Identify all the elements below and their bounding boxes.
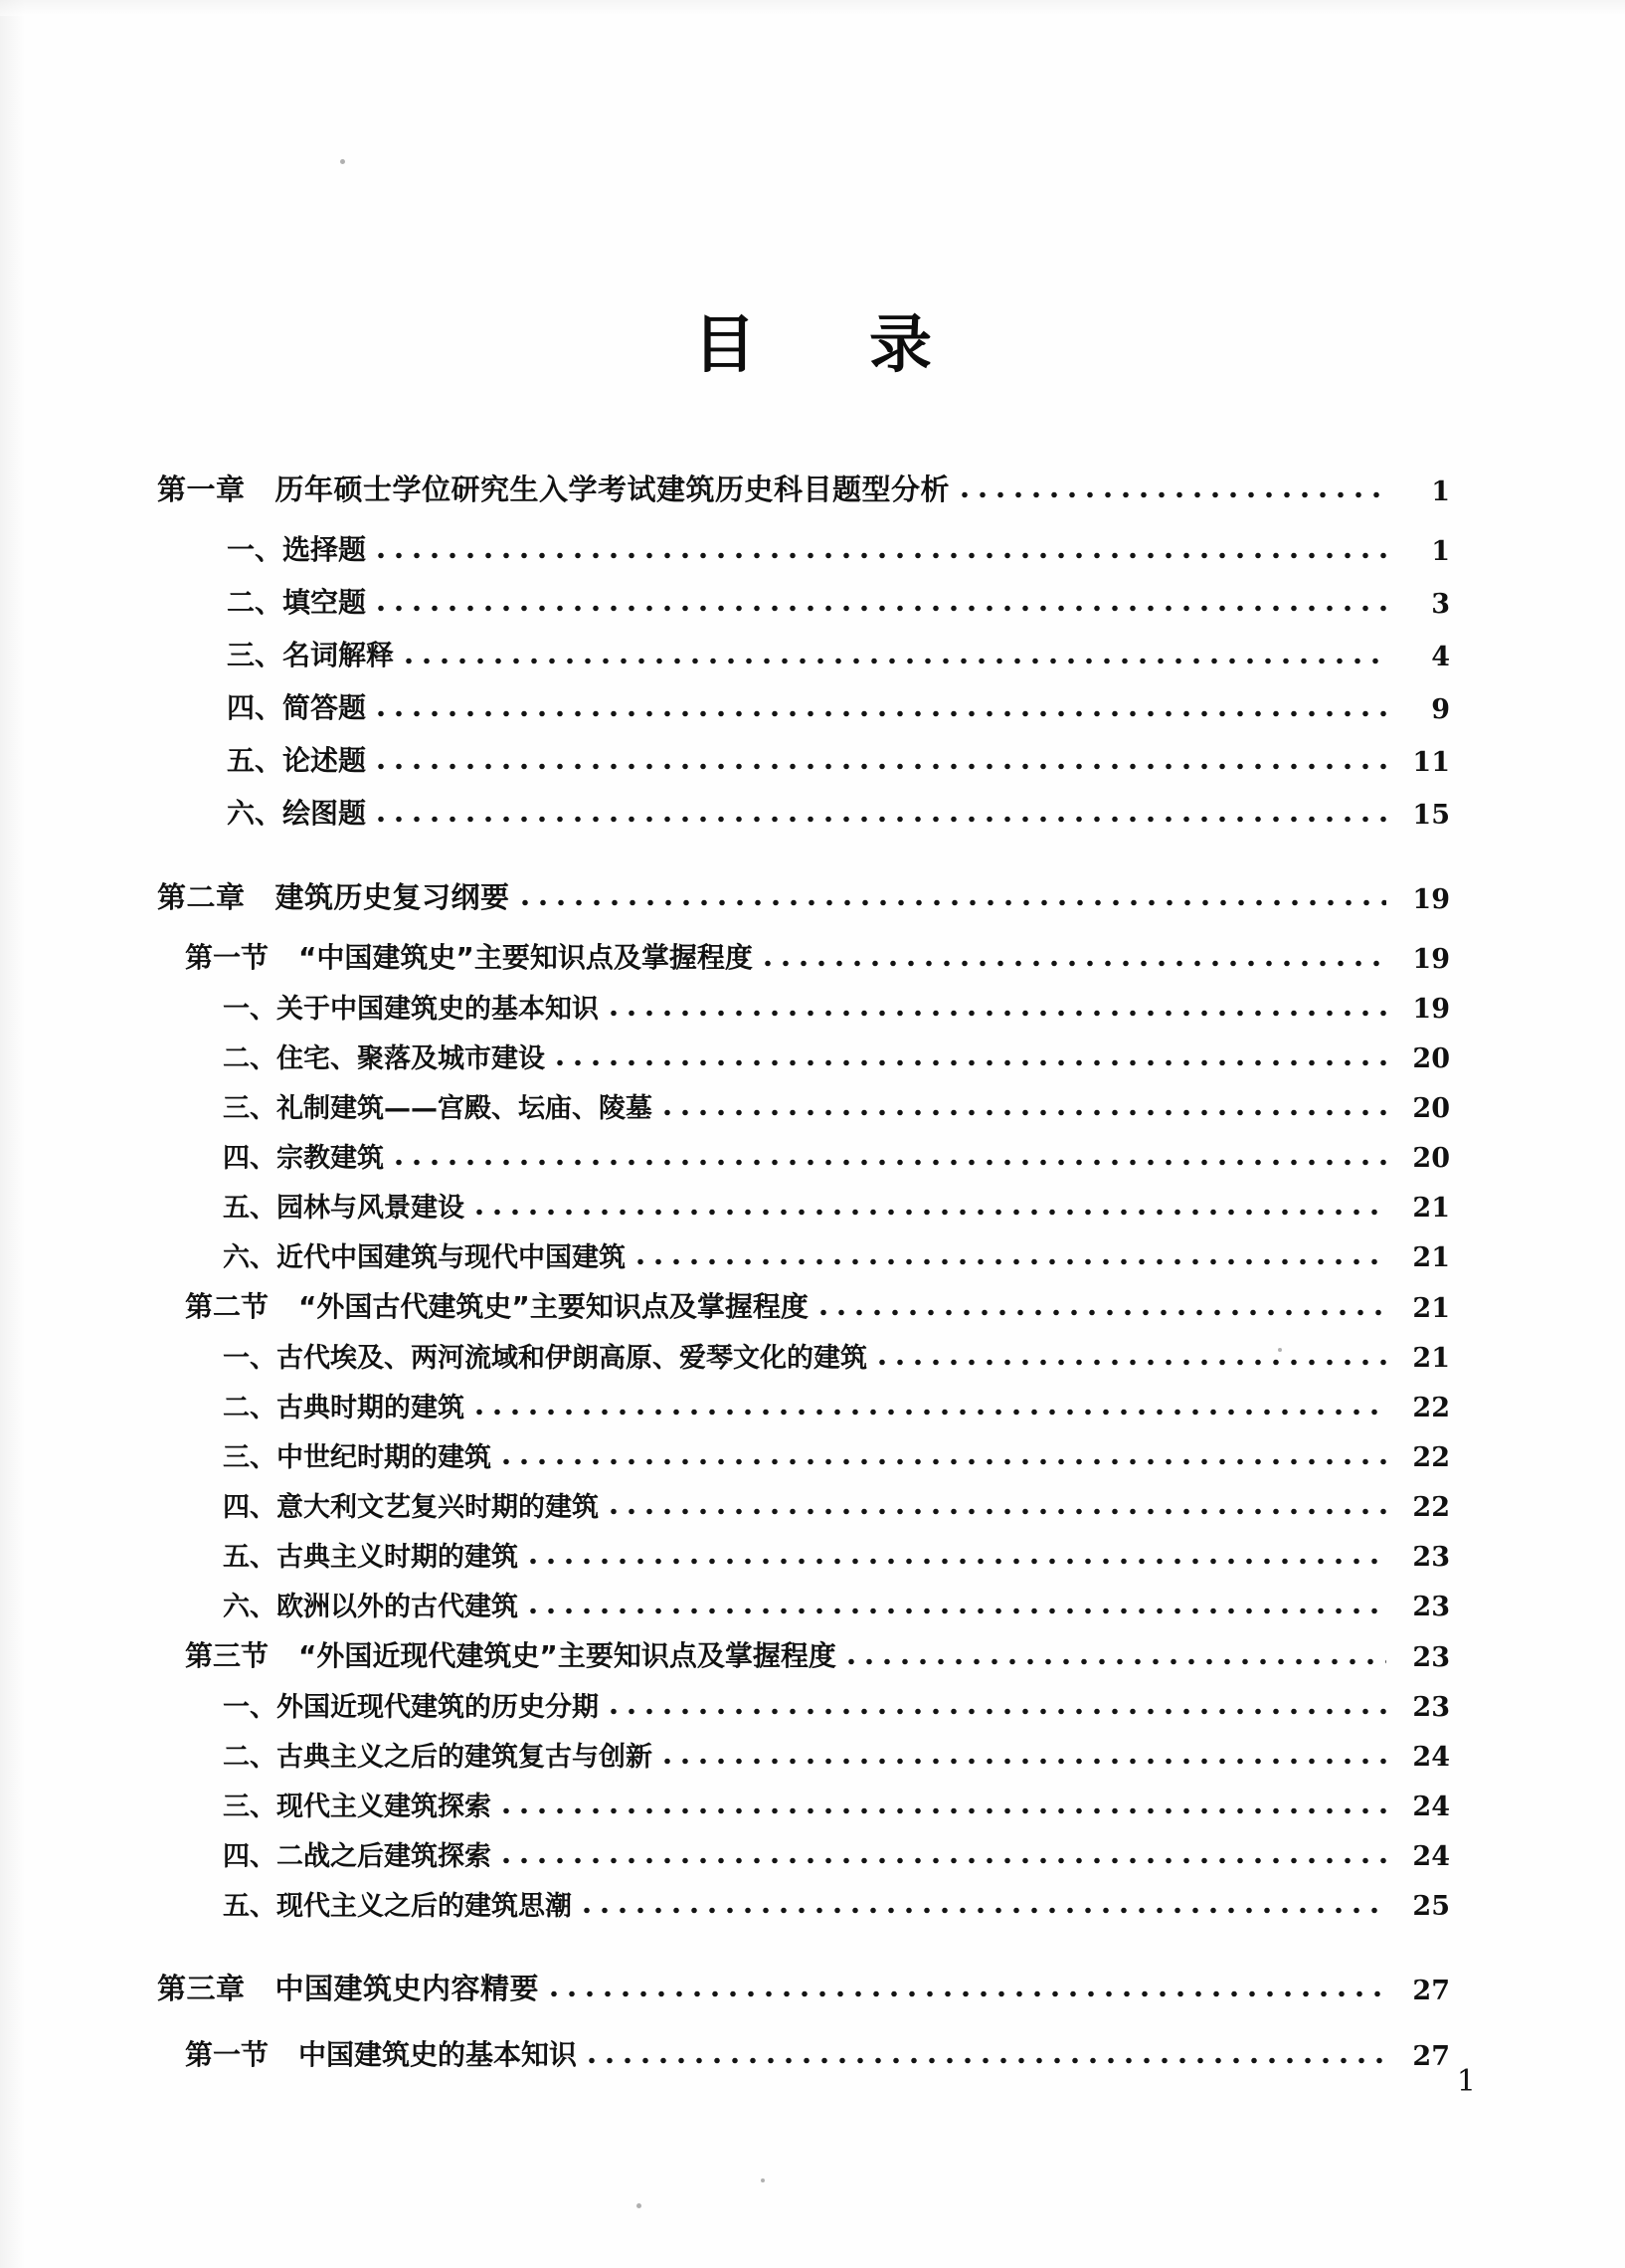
toc-entry-page-number: 20 — [1412, 1093, 1450, 1124]
toc-entry-page-number: 24 — [1412, 1792, 1450, 1822]
toc-entry-page-number: 23 — [1412, 1542, 1450, 1573]
toc-dot-leader — [372, 605, 1386, 612]
toc-entry-item[interactable] — [223, 1235, 1450, 1274]
toc-entry-text: 五、论述题 — [227, 744, 367, 777]
toc-entry-page-number: 19 — [1412, 944, 1450, 975]
page-title: 目 录 — [693, 308, 978, 381]
toc-entry-page-number: 24 — [1412, 1742, 1450, 1773]
toc-entry-item-thin[interactable] — [227, 686, 1450, 726]
toc-entry-page-number: 22 — [1412, 1393, 1450, 1423]
toc-entry-label — [223, 1535, 518, 1574]
toc-entry-page-number: 3 — [1431, 589, 1450, 620]
toc-dot-leader — [390, 1159, 1386, 1166]
toc-entry-label — [223, 1884, 572, 1923]
toc-entry-chapter[interactable] — [157, 1967, 1450, 2007]
toc-dot-leader — [497, 1857, 1386, 1864]
toc-dot-leader — [372, 816, 1386, 823]
toc-entry-number: 第二章 — [157, 880, 246, 914]
toc-entry-label — [223, 1386, 464, 1424]
toc-dot-leader — [605, 1010, 1386, 1017]
toc-dot-leader — [470, 1409, 1386, 1416]
toc-dot-leader — [497, 1807, 1386, 1814]
toc-dot-leader — [605, 1508, 1386, 1515]
toc-entry-number: 第一章 — [157, 472, 246, 506]
toc-entry-item[interactable] — [223, 1685, 1450, 1724]
toc-entry-section[interactable] — [185, 2033, 1450, 2073]
toc-entry-label — [223, 1336, 867, 1375]
toc-entry-item-thin[interactable] — [227, 739, 1450, 779]
toc-entry-text: 四、宗教建筑 — [223, 1143, 384, 1174]
toc-dot-leader — [545, 1990, 1386, 1997]
toc-entry-text: 二、填空题 — [227, 586, 367, 619]
toc-dot-leader — [551, 1059, 1386, 1066]
toc-entry-text: 三、中世纪时期的建筑 — [223, 1442, 491, 1473]
scan-speck — [340, 159, 345, 164]
toc-dot-leader — [814, 1309, 1386, 1316]
toc-entry-item[interactable] — [223, 987, 1450, 1026]
toc-dot-leader — [524, 1607, 1386, 1614]
toc-entry-label — [157, 1967, 539, 2007]
toc-dot-leader — [605, 1708, 1386, 1715]
toc-entry-page-number: 20 — [1412, 1043, 1450, 1074]
toc-entry-text: 二、古典时期的建筑 — [223, 1393, 464, 1423]
toc-entry-label — [223, 1685, 599, 1724]
toc-entry-section[interactable] — [185, 1285, 1450, 1325]
toc-entry-label — [223, 1037, 545, 1075]
toc-entry-page-number: 21 — [1412, 1193, 1450, 1224]
toc-entry-text: 五、现代主义之后的建筑思潮 — [223, 1891, 572, 1922]
toc-entry-number: 第三节 — [185, 1639, 270, 1672]
toc-entry-text: 中国建筑史内容精要 — [274, 1972, 540, 2005]
toc-entry-section[interactable] — [185, 1634, 1450, 1674]
toc-entry-page-number: 20 — [1412, 1143, 1450, 1174]
toc-entry-text: 一、外国近现代建筑的历史分期 — [223, 1692, 599, 1723]
toc-entry-item[interactable] — [223, 1535, 1450, 1574]
scan-artifact-top-edge — [0, 0, 1625, 16]
toc-entry-label — [227, 792, 366, 832]
toc-entry-label — [223, 1235, 626, 1274]
toc-entry-page-number: 22 — [1412, 1442, 1450, 1473]
toc-dot-leader — [632, 1258, 1386, 1265]
toc-entry-label — [223, 1136, 384, 1175]
toc-entry-text: 四、意大利文艺复兴时期的建筑 — [223, 1492, 599, 1523]
toc-entry-label — [227, 581, 366, 621]
toc-entry-item-thin[interactable] — [227, 581, 1450, 621]
toc-dot-leader — [372, 710, 1386, 717]
toc-dot-leader — [583, 2057, 1386, 2064]
toc-entry-page-number: 24 — [1412, 1841, 1450, 1872]
toc-dot-leader — [956, 491, 1386, 498]
toc-dot-leader — [497, 1458, 1386, 1465]
toc-entry-chapter[interactable] — [157, 875, 1450, 916]
toc-entry-item[interactable] — [223, 1386, 1450, 1424]
toc-entry-text: 六、绘图题 — [227, 797, 367, 830]
toc-entry-text: 六、近代中国建筑与现代中国建筑 — [223, 1242, 626, 1273]
toc-entry-text: 一、关于中国建筑史的基本知识 — [223, 994, 599, 1025]
toc-entry-number: 第二节 — [185, 1290, 270, 1323]
toc-entry-label — [185, 936, 753, 976]
toc-entry-page-number: 21 — [1412, 1242, 1450, 1273]
toc-entry-label — [223, 1785, 491, 1823]
toc-entry-label — [227, 634, 394, 673]
toc-dot-leader — [470, 1209, 1386, 1216]
toc-entry-text: 一、古代埃及、两河流域和伊朗高原、爱琴文化的建筑 — [223, 1343, 867, 1374]
toc-entry-label — [223, 1086, 652, 1125]
toc-entry-item[interactable] — [223, 1884, 1450, 1923]
toc-entry-page-number: 21 — [1412, 1343, 1450, 1374]
toc-dot-leader — [372, 763, 1386, 770]
toc-dot-leader — [516, 899, 1386, 906]
scan-speck — [636, 2203, 641, 2208]
toc-entry-item[interactable] — [223, 1585, 1450, 1623]
toc-dot-leader — [578, 1907, 1386, 1914]
toc-dot-leader — [524, 1558, 1386, 1565]
toc-entry-item[interactable] — [223, 1435, 1450, 1474]
toc-entry-label — [185, 2033, 577, 2073]
toc-entry-number: 第一节 — [185, 941, 270, 974]
toc-entry-text: “外国近现代建筑史”主要知识点及掌握程度 — [298, 1639, 836, 1672]
toc-entry-page-number: 9 — [1431, 694, 1450, 725]
toc-entry-label — [185, 1634, 836, 1674]
toc-entry-text: 建筑历史复习纲要 — [274, 880, 510, 914]
toc-entry-page-number: 22 — [1412, 1492, 1450, 1523]
toc-entry-item[interactable] — [223, 1834, 1450, 1873]
toc-entry-label — [157, 875, 510, 916]
toc-entry-label — [185, 1285, 809, 1325]
toc-entry-text: “外国古代建筑史”主要知识点及掌握程度 — [298, 1290, 809, 1323]
toc-entry-label — [223, 1585, 518, 1623]
toc-entry-text: 三、名词解释 — [227, 639, 395, 671]
toc-entry-page-number: 27 — [1412, 2041, 1450, 2072]
toc-entry-page-number: 4 — [1431, 642, 1450, 672]
toc-entry-page-number: 23 — [1412, 1592, 1450, 1622]
toc-dot-leader — [873, 1359, 1386, 1366]
toc-entry-page-number: 25 — [1412, 1891, 1450, 1922]
toc-entry-item[interactable] — [223, 1136, 1450, 1175]
toc-entry-item[interactable] — [223, 1785, 1450, 1823]
toc-entry-text: 一、选择题 — [227, 533, 367, 566]
toc-entry-page-number: 19 — [1412, 884, 1450, 915]
toc-entry-text: 六、欧洲以外的古代建筑 — [223, 1592, 518, 1622]
toc-entry-page-number: 19 — [1412, 994, 1450, 1025]
toc-entry-label — [223, 1435, 491, 1474]
toc-entry-item[interactable] — [223, 1735, 1450, 1774]
toc-dot-leader — [658, 1758, 1386, 1765]
toc-entry-page-number: 15 — [1412, 800, 1450, 831]
toc-dot-leader — [372, 552, 1386, 559]
toc-entry-number: 第三章 — [157, 1972, 246, 2005]
toc-entry-text: “中国建筑史”主要知识点及掌握程度 — [298, 941, 753, 974]
toc-dot-leader — [759, 960, 1386, 967]
toc-entry-item[interactable] — [223, 1086, 1450, 1125]
toc-entry-label — [223, 1186, 464, 1225]
toc-entry-text: 中国建筑史的基本知识 — [298, 2038, 578, 2071]
scan-speck — [761, 2178, 765, 2182]
toc-entry-item[interactable] — [223, 1186, 1450, 1225]
toc-entry-page-number: 11 — [1412, 747, 1450, 778]
toc-dot-leader — [842, 1658, 1386, 1665]
toc-entry-text: 三、礼制建筑——宫殿、坛庙、陵墓 — [223, 1093, 652, 1124]
toc-entry-item[interactable] — [223, 1336, 1450, 1375]
toc-entry-text: 三、现代主义建筑探索 — [223, 1792, 491, 1822]
toc-entry-page-number: 23 — [1412, 1642, 1450, 1673]
page-folio-number: 1 — [1456, 2064, 1476, 2099]
toc-entry-chapter[interactable] — [157, 468, 1450, 508]
toc-entry-label — [227, 528, 366, 568]
toc-entry-page-number: 21 — [1412, 1293, 1450, 1324]
toc-entry-label — [227, 739, 366, 779]
toc-entry-number: 第一节 — [185, 2038, 270, 2071]
toc-entry-text: 五、园林与风景建设 — [223, 1193, 464, 1224]
toc-entry-page-number: 23 — [1412, 1692, 1450, 1723]
toc-entry-text: 二、住宅、聚落及城市建设 — [223, 1043, 545, 1074]
toc-entry-label — [227, 686, 366, 726]
toc-entry-label — [223, 1834, 491, 1873]
toc-entry-item-thin[interactable] — [227, 792, 1450, 832]
toc-entry-page-number: 1 — [1431, 476, 1450, 507]
toc-entry-item[interactable] — [223, 1037, 1450, 1075]
table-of-contents — [157, 468, 1450, 2084]
toc-entry-item[interactable] — [223, 1485, 1450, 1524]
toc-entry-text: 五、古典主义时期的建筑 — [223, 1542, 518, 1573]
toc-entry-text: 四、二战之后建筑探索 — [223, 1841, 491, 1872]
toc-entry-label — [223, 987, 599, 1026]
toc-entry-section[interactable] — [185, 936, 1450, 976]
toc-entry-label — [223, 1485, 599, 1524]
toc-entry-item-thin[interactable] — [227, 528, 1450, 568]
toc-dot-leader — [658, 1109, 1386, 1116]
toc-dot-leader — [400, 658, 1386, 664]
toc-entry-label — [223, 1735, 652, 1774]
toc-entry-text: 四、简答题 — [227, 691, 367, 724]
toc-entry-text: 历年硕士学位研究生入学考试建筑历史科目题型分析 — [274, 472, 951, 506]
toc-entry-page-number: 1 — [1431, 536, 1450, 567]
toc-entry-text: 二、古典主义之后的建筑复古与创新 — [223, 1742, 652, 1773]
toc-entry-item-thin[interactable] — [227, 634, 1450, 673]
toc-entry-page-number: 27 — [1412, 1976, 1450, 2006]
toc-entry-label — [157, 468, 950, 508]
